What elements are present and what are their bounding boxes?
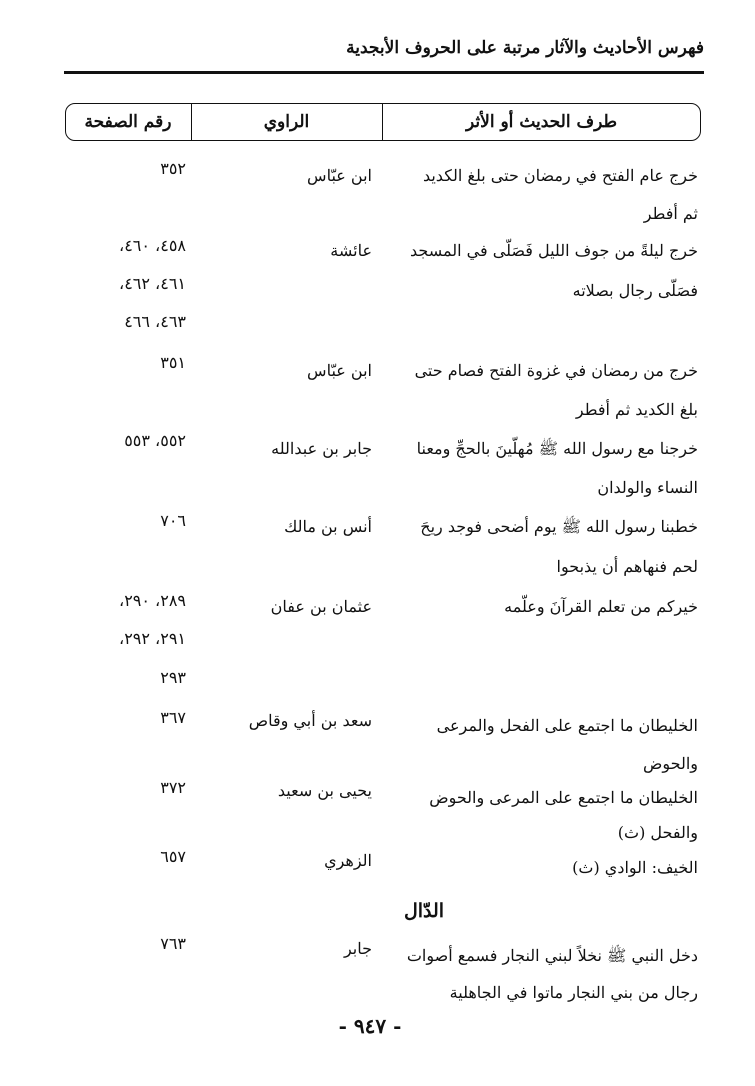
narrator: جابر بن عبدالله xyxy=(271,439,372,458)
hadith-text-line: دخل النبي ﷺ نخلاً لبني النجار فسمع أصوات xyxy=(406,946,698,965)
narrator: عائشة xyxy=(330,241,372,260)
hadith-text-line: والحوض xyxy=(643,754,698,773)
hadith-text-line: خرجنا مع رسول الله ﷺ مُهلّينَ بالحجِّ ومعنا xyxy=(416,439,698,458)
header-rule xyxy=(64,71,704,74)
running-header: فهرس الأحاديث والآثار مرتبة على الحروف الأبجدية xyxy=(346,38,704,58)
page-numbers: ٧٠٦ xyxy=(160,511,186,530)
column-header-page: رقم الصفحة xyxy=(65,104,192,140)
hadith-text-line: خيركم من تعلم القرآنَ وعلّمه xyxy=(504,597,698,616)
hadith-text-line: ثم أفطر xyxy=(643,204,698,223)
hadith-text-line: خرج عام الفتح في رمضان حتى بلغ الكديد xyxy=(422,166,698,185)
hadith-text-line: النساء والولدان xyxy=(597,478,698,497)
page-numbers: ٤٦١، ٤٦٢، xyxy=(119,274,186,293)
page-numbers: ٣٦٧ xyxy=(160,708,186,727)
hadith-text-line: خرج ليلةً من جوف الليل فَصَلّى في المسجد xyxy=(410,241,698,260)
column-header-narrator: الراوي xyxy=(191,104,383,140)
column-header-hadith: طرف الحديث أو الأثر xyxy=(466,112,617,132)
page-number: - ٩٤٧ - xyxy=(338,1014,402,1038)
hadith-text-line: فصَلّى رجال بصلاته xyxy=(572,281,698,300)
page-numbers: ٧٦٣ xyxy=(160,934,186,953)
page-numbers: ٢٩٣ xyxy=(160,668,186,687)
narrator: يحيى بن سعيد xyxy=(277,781,372,800)
page-numbers: ٢٨٩، ٢٩٠، xyxy=(119,591,186,610)
column-header-box xyxy=(65,103,701,141)
hadith-text-line: الخيف: الوادي (ث) xyxy=(572,858,698,877)
hadith-text-line: خطبنا رسول الله ﷺ يوم أضحى فوجد ريحَ xyxy=(420,517,698,536)
section-heading: الدّال xyxy=(403,900,445,922)
narrator: ابن عبّاس xyxy=(307,361,372,380)
narrator: جابر xyxy=(343,939,372,958)
hadith-text-line: بلغ الكديد ثم أفطر xyxy=(575,400,698,419)
hadith-text-line: والفحل (ث) xyxy=(617,823,698,842)
page-numbers: ٣٥٢ xyxy=(160,159,186,178)
page-numbers: ٣٧٢ xyxy=(160,778,186,797)
narrator: عثمان بن عفان xyxy=(270,597,372,616)
hadith-text-line: لحم فنهاهم أن يذبحوا xyxy=(556,557,698,576)
page-numbers: ٤٥٨، ٤٦٠، xyxy=(119,236,186,255)
narrator: الزهري xyxy=(324,851,372,870)
hadith-text-line: رجال من بني النجار ماتوا في الجاهلية xyxy=(449,983,698,1002)
narrator: سعد بن أبي وقاص xyxy=(248,711,372,730)
page-numbers: ٢٩١، ٢٩٢، xyxy=(119,629,186,648)
page-numbers: ٥٥٢، ٥٥٣ xyxy=(124,431,186,450)
page-numbers: ٤٦٣، ٤٦٦ xyxy=(124,312,186,331)
hadith-text-line: خرج من رمضان في غزوة الفتح فصام حتى xyxy=(414,361,698,380)
narrator: أنس بن مالك xyxy=(284,517,372,536)
hadith-text-line: الخليطان ما اجتمع على الفحل والمرعى xyxy=(436,716,698,735)
page-numbers: ٣٥١ xyxy=(160,353,186,372)
page-numbers: ٦٥٧ xyxy=(160,847,186,866)
hadith-text-line: الخليطان ما اجتمع على المرعى والحوض xyxy=(429,788,698,807)
narrator: ابن عبّاس xyxy=(307,166,372,185)
